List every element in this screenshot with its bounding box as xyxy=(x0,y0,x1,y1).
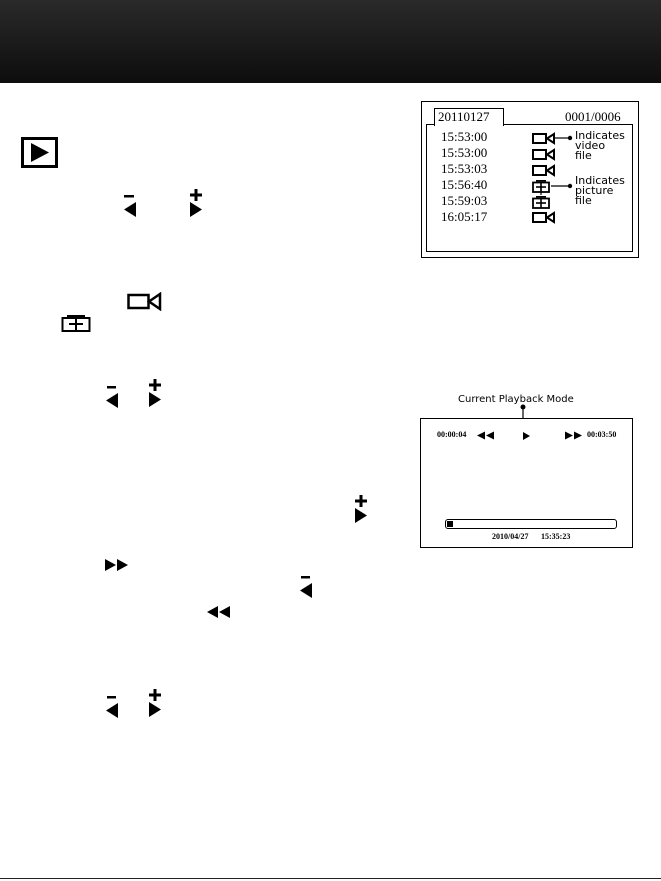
footer-rule xyxy=(0,878,661,879)
video-camera-icon xyxy=(127,292,163,311)
minus-left-icon xyxy=(121,194,139,218)
rewind-icon xyxy=(476,431,496,440)
minus-left-icon xyxy=(103,385,121,409)
minus-left-icon xyxy=(297,575,315,599)
playback-caption: Current Playback Mode xyxy=(458,394,574,405)
list-item-time: 15:53:03 xyxy=(441,161,488,176)
list-item-time: 15:53:00 xyxy=(441,145,488,160)
file-counter: 0001/0006 xyxy=(565,109,621,124)
video-annotation: Indicates video file xyxy=(575,129,625,162)
minus-left-icon xyxy=(103,695,121,719)
total-time: 00:03:50 xyxy=(587,430,617,439)
play-button-icon xyxy=(21,137,58,168)
plus-right-icon xyxy=(146,688,164,718)
playback-clock: 15:35:23 xyxy=(541,532,571,541)
list-item-time: 15:56:40 xyxy=(441,177,488,192)
play-icon xyxy=(522,431,531,441)
picture-annotation: Indicates picture file xyxy=(575,174,625,207)
plus-right-icon xyxy=(146,378,164,408)
playback-date: 2010/04/27 xyxy=(492,532,529,541)
elapsed-time: 00:00:04 xyxy=(437,430,467,439)
fast-forward-icon xyxy=(103,558,131,572)
plus-right-icon xyxy=(187,188,205,218)
list-item-time: 15:59:03 xyxy=(441,193,488,208)
list-item-time: 15:53:00 xyxy=(441,129,488,144)
list-item-time: 16:05:17 xyxy=(441,209,488,224)
progress-fill xyxy=(447,521,453,527)
header-bar xyxy=(0,0,661,83)
playback-screen xyxy=(420,418,633,548)
fast-forward-icon xyxy=(564,431,584,440)
file-list-screen xyxy=(421,101,639,258)
picture-icon xyxy=(61,313,91,333)
progress-track xyxy=(445,519,617,529)
file-list-date: 20110127 xyxy=(438,109,490,124)
rewind-icon xyxy=(205,605,233,619)
plus-right-icon xyxy=(352,494,370,524)
